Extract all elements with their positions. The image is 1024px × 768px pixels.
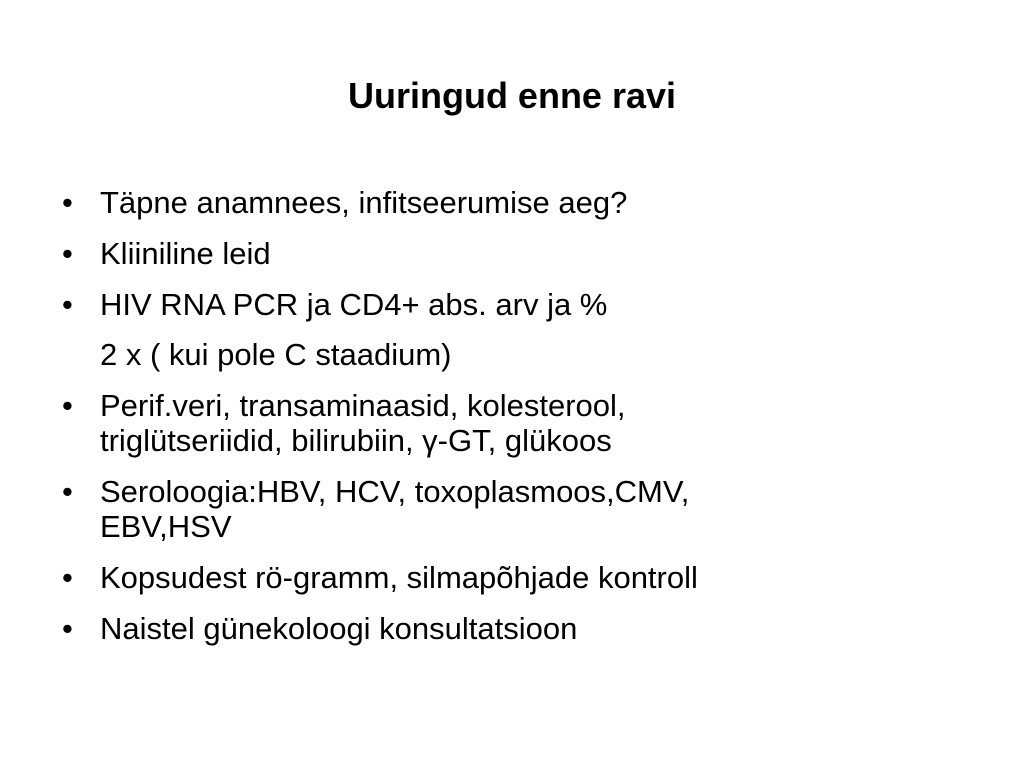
slide-title: Uuringud enne ravi <box>347 75 677 116</box>
bullet-text <box>100 337 958 372</box>
bullet-line: Kopsudest rö-gramm, silmapõhjade kontroll <box>100 560 698 595</box>
bullet-line: Seroloogia:HBV, HCV, toxoplasmoos,CMV, <box>100 474 690 509</box>
bullet-list <box>58 185 958 662</box>
bullet-line: 2 x ( kui pole C staadium) <box>100 337 452 372</box>
bullet-item <box>58 185 958 220</box>
bullet-text <box>100 474 958 544</box>
bullet-text <box>100 185 958 220</box>
bullet-marker: • <box>62 185 73 220</box>
bullet-text <box>100 287 958 322</box>
bullet-item <box>58 474 958 544</box>
bullet-line: Naistel günekoloogi konsultatsioon <box>100 611 578 646</box>
bullet-line: triglütseriidid, bilirubiin, γ-GT, glükoos <box>100 423 612 458</box>
bullet-item <box>58 236 958 271</box>
bullet-text <box>100 560 958 595</box>
bullet-text <box>100 388 958 458</box>
bullet-marker: • <box>62 287 73 322</box>
bullet-item <box>58 287 958 322</box>
bullet-continuation <box>58 337 958 372</box>
bullet-line: Perif.veri, transaminaasid, kolesterool, <box>100 388 626 423</box>
bullet-line: EBV,HSV <box>100 509 232 544</box>
bullet-marker: • <box>62 388 73 423</box>
bullet-line: Kliiniline leid <box>100 236 271 271</box>
bullet-marker: • <box>62 560 73 595</box>
bullet-item <box>58 388 958 458</box>
bullet-line: HIV RNA PCR ja CD4+ abs. arv ja % <box>100 287 608 322</box>
bullet-marker: • <box>62 611 73 646</box>
bullet-item <box>58 560 958 595</box>
bullet-marker: • <box>62 236 73 271</box>
bullet-text <box>100 611 958 646</box>
bullet-line: Täpne anamnees, infitseerumise aeg? <box>100 185 628 220</box>
bullet-marker: • <box>62 474 73 509</box>
bullet-item <box>58 611 958 646</box>
bullet-text <box>100 236 958 271</box>
